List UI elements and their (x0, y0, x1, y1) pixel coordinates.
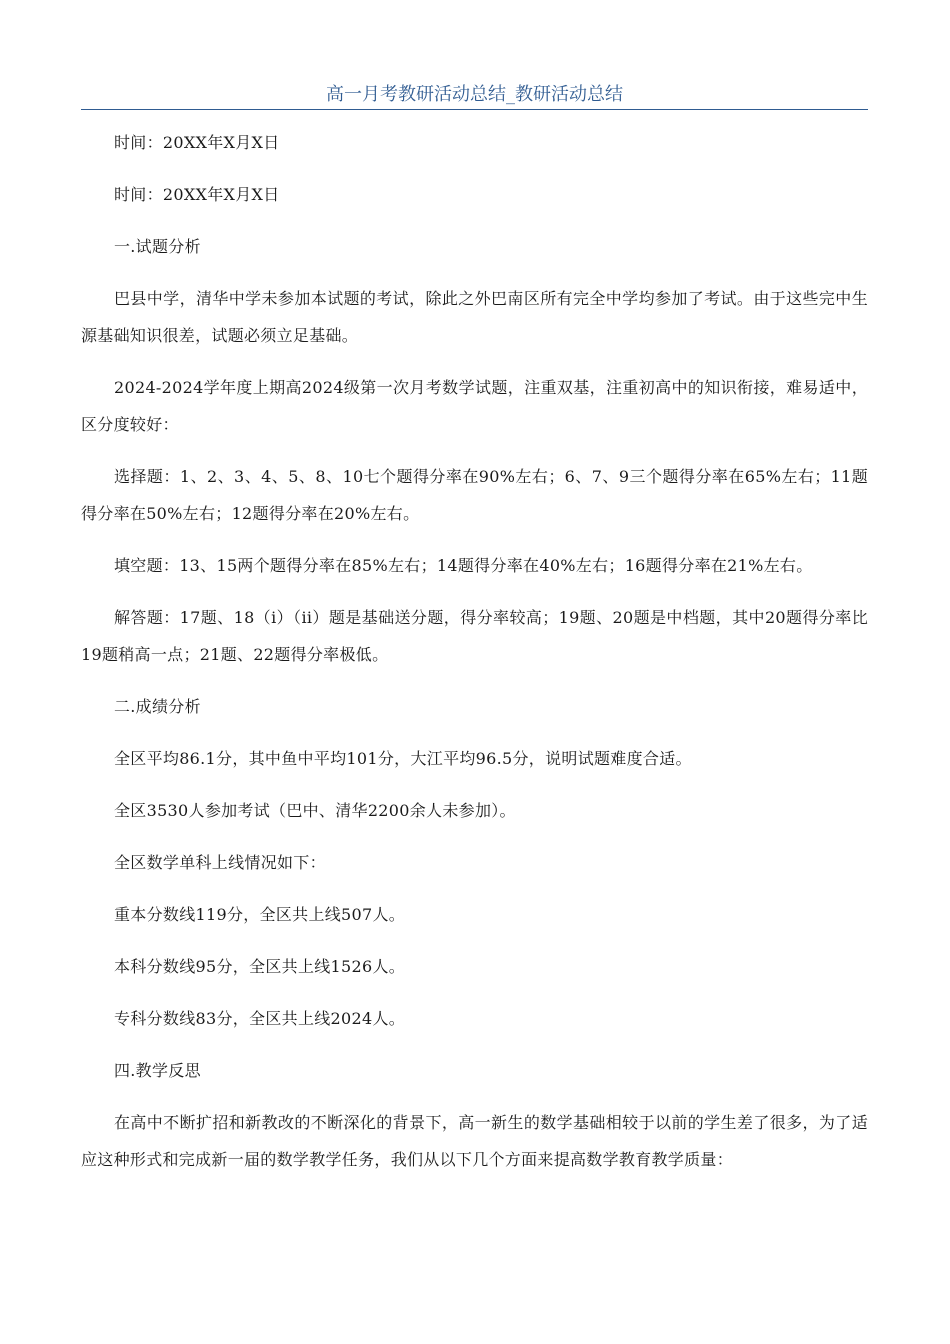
document-body (81, 124, 868, 1193)
section-heading-teaching-reflection: 四.教学反思 (114, 1061, 201, 1080)
body-paragraph: 专科分数线83分，全区共上线2024人。 (114, 1009, 406, 1028)
section-heading-score-analysis: 二.成绩分析 (114, 697, 201, 716)
header-divider (81, 109, 868, 110)
body-paragraph: 全区平均86.1分，其中鱼中平均101分，大江平均96.5分，说明试题难度合适。 (114, 749, 692, 768)
body-paragraph: 全区数学单科上线情况如下： (114, 853, 326, 872)
document-header-title: 高一月考教研活动总结_教研活动总结 (326, 84, 623, 105)
body-paragraph-answer-questions: 解答题：17题、18（i）（ii）题是基础送分题，得分率较高；19题、20题是中档题，其中20题得分率比19题稍高一点；21题、22题得分率极低。 (81, 608, 868, 664)
body-paragraph-fill-in: 填空题：13、15两个题得分率在85%左右；14题得分率在40%左右；16题得分率在21%左右。 (114, 556, 813, 575)
body-paragraph: 2024-2024学年度上期高2024级第一次月考数学试题，注重双基，注重初高中的知识衔接，难易适中，区分度较好： (81, 378, 868, 434)
body-paragraph: 巴县中学，清华中学未参加本试题的考试，除此之外巴南区所有完全中学均参加了考试。由于这些完中生源基础知识很差，试题必须立足基础。 (81, 289, 868, 345)
body-paragraph: 重本分数线119分，全区共上线507人。 (114, 905, 406, 924)
date-line: 时间：20XX年X月X日 (114, 133, 280, 152)
body-paragraph: 在高中不断扩招和新教改的不断深化的背景下，高一新生的数学基础相较于以前的学生差了很多，为了适应这种形式和完成新一届的数学教学任务，我们从以下几个方面来提高数学教育教学质量： (81, 1113, 868, 1169)
body-paragraph: 本科分数线95分，全区共上线1526人。 (114, 957, 406, 976)
section-heading-exam-analysis: 一.试题分析 (114, 237, 201, 256)
body-paragraph-multiple-choice: 选择题：1、2、3、4、5、8、10七个题得分率在90%左右；6、7、9三个题得分率在65%左右；11题得分率在50%左右；12题得分率在20%左右。 (81, 467, 868, 523)
date-line: 时间：20XX年X月X日 (114, 185, 280, 204)
body-paragraph: 全区3530人参加考试（巴中、清华2200余人未参加）。 (114, 801, 516, 820)
